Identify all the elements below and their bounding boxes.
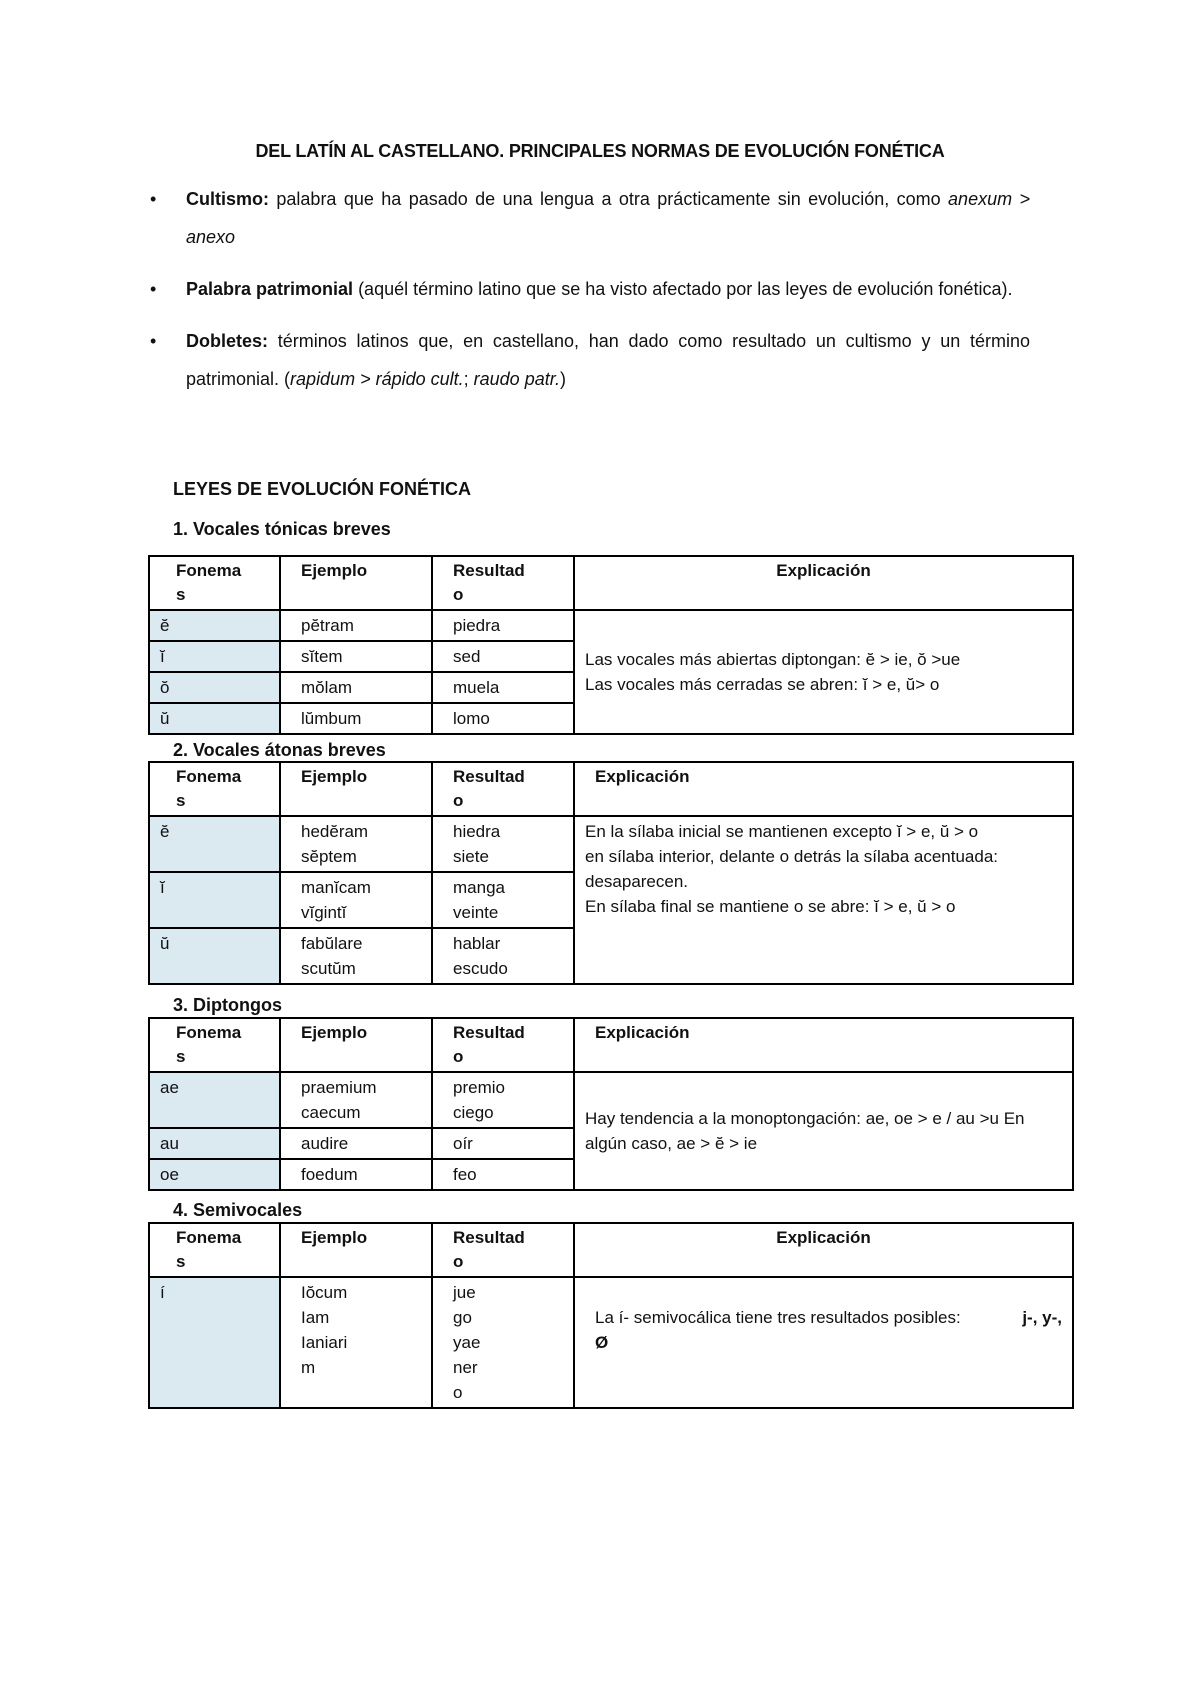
fonema-cell: ĕ [149,816,280,872]
header-ejemplo: Ejemplo [280,1018,432,1072]
term-dobletes: Dobletes: [186,331,269,351]
fonema-cell: ŭ [149,928,280,984]
example-text: raudo patr. [473,369,561,389]
definition-text: palabra que ha pasado de una lengua a otra prácticamente sin evolución, como [269,189,949,209]
resultado-word: hiedra [453,822,501,841]
resultado-word: manga [453,878,505,897]
resultado-cell [432,816,574,872]
resultado-cell: muela [432,672,574,703]
explicacion-line: Hay tendencia a la monoptongación: ae, oe > e / au >u En [585,1109,1025,1128]
header-ejemplo: Ejemplo [280,556,432,610]
resultado-word: ciego [453,1103,494,1122]
fonema-cell: ĕ [149,610,280,641]
table-row [149,1072,1073,1128]
resultado-word: siete [453,847,489,866]
ejemplo-cell: audire [280,1128,432,1159]
explicacion-line: algún caso, ae > ĕ > ie [585,1134,758,1153]
explicacion-line: Ø [595,1333,609,1352]
ejemplo-word: vĭgintĭ [301,903,347,922]
resultado-cell [432,928,574,984]
section-title: 2. Vocales átonas breves [173,740,386,760]
explicacion-cell [574,1277,1073,1408]
list-item [150,322,1030,398]
fonema-cell: ŏ [149,672,280,703]
header-explicacion: Explicación [574,556,1073,610]
fonema-cell: í [149,1277,280,1408]
definition-text: términos latinos que, en castellano, han dado como resultado un cultismo y un término patrimonial. ( [186,331,1030,389]
resultado-word: jue [453,1283,476,1302]
resultado-cell: piedra [432,610,574,641]
table-row [149,816,1073,872]
explicacion-cell [574,610,1073,734]
header-resultado: Resultad o [432,1223,574,1277]
document-title: DEL LATÍN AL CASTELLANO. PRINCIPALES NORMAS DE EVOLUCIÓN FONÉTICA [255,141,945,161]
header-fonemas: Fonema s [149,1223,280,1277]
laws-heading: LEYES DE EVOLUCIÓN FONÉTICA [173,479,472,499]
ejemplo-word: manĭcam [301,878,371,897]
term-palabra-patrimonial: Palabra patrimonial [186,279,354,299]
section-title: 1. Vocales tónicas breves [173,519,391,539]
explicacion-line: en sílaba interior, delante o detrás la sílaba acentuada: [585,847,999,866]
ejemplo-word: fabŭlare [301,934,363,953]
header-explicacion: Explicación [574,1018,1073,1072]
resultado-cell: feo [432,1159,574,1190]
header-explicacion: Explicación [574,762,1073,816]
ejemplo-cell [280,872,432,928]
header-resultado: Resultad o [432,556,574,610]
table-header-row [149,762,1073,816]
table-header-row [149,556,1073,610]
table-header-row [149,1223,1073,1277]
example-text: rapidum > rápido cult. [290,369,464,389]
ejemplo-word: caecum [301,1103,361,1122]
header-resultado: Resultad o [432,1018,574,1072]
fonema-cell: au [149,1128,280,1159]
table-row [149,610,1073,641]
ejemplo-word: Iŏcum [301,1283,348,1302]
resultado-cell [432,872,574,928]
explicacion-cell [574,816,1073,984]
ejemplo-word: Iam [301,1308,330,1327]
bullet-icon: • [150,279,157,299]
fonema-cell: ĭ [149,872,280,928]
ejemplo-cell: pĕtram [280,610,432,641]
definition-text: (aquél término latino que se ha visto afectado por las leyes de evolución fonética). [353,279,1013,299]
fonema-cell: ae [149,1072,280,1128]
bullet-icon: • [150,189,157,209]
separator-text: ; [463,369,474,389]
ejemplo-cell: mŏlam [280,672,432,703]
resultado-word: hablar [453,934,501,953]
section-title: 4. Semivocales [173,1200,303,1220]
resultado-word: ner [453,1358,478,1377]
resultado-cell: lomo [432,703,574,734]
explicacion-line: En sílaba final se mantiene o se abre: ĭ > e, ŭ > o [585,897,956,916]
ejemplo-word: praemium [301,1078,377,1097]
explicacion-line [595,1305,1062,1330]
list-item [150,180,1030,256]
ejemplo-word: scutŭm [301,959,356,978]
bullet-icon: • [150,331,157,351]
header-ejemplo: Ejemplo [280,1223,432,1277]
ejemplo-word: m [301,1358,316,1377]
fonema-cell: ĭ [149,641,280,672]
header-fonemas: Fonema s [149,762,280,816]
definitions-list [150,180,1030,412]
resultado-word: veinte [453,903,499,922]
ejemplo-cell [280,1072,432,1128]
header-resultado: Resultad o [432,762,574,816]
ejemplo-word: Ianiari [301,1333,348,1352]
resultado-word: go [453,1308,472,1327]
fonema-cell: oe [149,1159,280,1190]
header-fonemas: Fonema s [149,556,280,610]
table-diptongos [148,1017,1074,1191]
fonema-cell: ŭ [149,703,280,734]
table-vocales-tonicas [148,555,1074,735]
resultado-word: escudo [453,959,508,978]
section-title: 3. Diptongos [173,995,282,1015]
explicacion-text: La í- semivocálica tiene tres resultados posibles: [595,1308,961,1327]
ejemplo-cell: sĭtem [280,641,432,672]
example-text: anexum > anexo [186,189,1030,247]
explicacion-line: desaparecen. [585,872,689,891]
resultado-cell [432,1277,574,1408]
table-vocales-atonas [148,761,1074,985]
table-row [149,1277,1073,1408]
list-item [150,270,1030,308]
resultado-word: o [453,1383,463,1402]
resultado-cell: oír [432,1128,574,1159]
table-semivocales [148,1222,1074,1409]
resultado-cell [432,1072,574,1128]
resultado-word: yae [453,1333,481,1352]
table-header-row [149,1018,1073,1072]
ejemplo-cell [280,816,432,872]
resultado-cell: sed [432,641,574,672]
explicacion-cell [574,1072,1073,1190]
header-explicacion: Explicación [574,1223,1073,1277]
explicacion-results: j-, y-, [1022,1308,1062,1327]
term-cultismo: Cultismo: [186,189,269,209]
ejemplo-word: hedĕram [301,822,369,841]
closing-text: ) [560,369,567,389]
resultado-word: premio [453,1078,505,1097]
ejemplo-word: sĕptem [301,847,357,866]
explicacion-line: Las vocales más abiertas diptongan: ĕ > ie, ŏ >ue [585,650,961,669]
ejemplo-cell: foedum [280,1159,432,1190]
explicacion-line: Las vocales más cerradas se abren: ĭ > e, ŭ> o [585,675,940,694]
header-ejemplo: Ejemplo [280,762,432,816]
header-fonemas: Fonema s [149,1018,280,1072]
explicacion-line: En la sílaba inicial se mantienen excepto ĭ > e, ŭ > o [585,822,979,841]
ejemplo-cell [280,1277,432,1408]
ejemplo-cell: lŭmbum [280,703,432,734]
ejemplo-cell [280,928,432,984]
